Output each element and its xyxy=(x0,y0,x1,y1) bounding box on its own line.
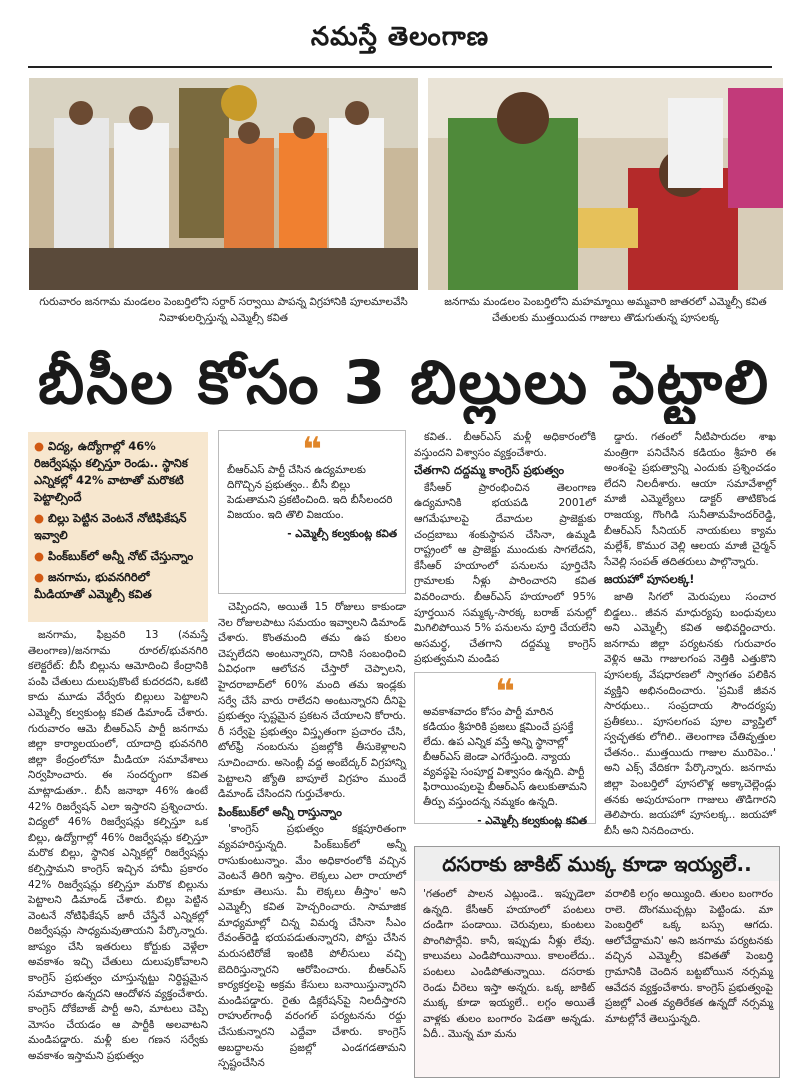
paragraph: జనగామ, ఫిబ్రవరి 13 (నమస్తే తెలంగాణ)/జనగామ రూరల్/భువనగిరి కలెక్టరేట్: బీసీ బిల్లును ఆమోదించి కేంద్రానికి పంపి చేతులు దులుపుకొంటే కుదరదని, ఒకటి కాదు మూడు వేర్వేరు బిల్లులు పెట్టాలని ఎమ్మెల్సీ కల్వకుంట్ల కవిత డిమాండ్ చేశారు. గురువారం ఆమె బీఆర్‌ఎస్ పార్టీ జనగామ జిల్లా కార్యాలయంలో, యాదాద్రి భువనగిరి జిల్లా కేంద్రంలోనూ మీడియా సమావేశాలు నిర్వహించారు. ఈ సందర్భంగా కవిత మాట్లాడుతూ.. బీసీ జనాభా 46% ఉంటే 42% రిజర్వేషన్ ఎలా ఇస్తారని ప్రశ్నించారు. విద్యలో 46% రిజర్వేషన్లు కల్పిస్తూ ఒక బిల్లు, ఉద్యోగాల్లో 46% రిజర్వేషన్లు కల్పిస్తూ మరొక బిల్లు, స్థానిక ఎన్నికల్లో రిజర్వేషన్లు కల్పిస్తామని కాంగ్రెస్ ఇచ్చిన హామీ ప్రకారం 42% రిజర్వేషన్లు కల్పిస్తూ మరొక బిల్లును పెట్టాలని డిమాండ్ చేశారు. బిల్లు పెట్టిన వెంటనే నోటిఫికేషన్ జారీ చేస్తేనే ఎన్నికల్లో రిజర్వేషన్లు సాధ్యమవుతాయని పేర్కొన్నారు. జాప్యం చేసి ఇతరులు కోర్టుకు వెళ్లేలా అవకాశం ఇచ్చి చేతులు దులుపుకోవాలని కాంగ్రెస్ ప్రభుత్వం చూస్తున్నట్టు నిర్ధిష్టమైన సమాచారం ఉన్నదని ఆందోళన వ్యక్తంచేశారు. కాంగ్రెస్ దోకేబాజ్ పార్టీ అని, మాటలు చెప్పి మోసం చేయడం ఆ పార్టీకి అలవాటని మండిపడ్డారు. మళ్లీ కుల గణన సర్వేకు అవకాశం ఇస్తామని ప్రభుత్వం xyxy=(28,629,208,1063)
photo-caption-right: జనగామ మండలం పెంబర్తిలోని మహమ్మాయి అమ్మవారి జాతరలో ఎమ్మెల్సీ కవిత చేతులకు ముత్తయిదువ గాజులు తొడుగుతున్న పూసలక్క xyxy=(444,296,767,324)
box-title: దసరాకు జాకిట్ ముక్క కూడా ఇయ్యలే.. xyxy=(415,847,779,881)
pull-quote xyxy=(414,672,596,827)
box-column-2: వరాలికి లగ్గం అయ్యింది. తులం బంగారం రాలె. దొంగముచ్చట్లు పెట్టిండు. మా పెంబర్తిలో ఒక్క బస్సు ఆగదు. ఆలోచేద్దామని' అని జనగామ పర్యటనకు వచ్చిన ఎమ్మెల్సీ కవితతో పెంబర్తి గ్రామానికి చెందిన బట్టబోయిన నర్సమ్మ ఆవేదన వ్యక్తంచేశారు. కాంగ్రెస్ ప్రభుత్వంపై ప్రజల్లో ఎంత వ్యతిరేకత ఉన్నదో నర్సమ్మ మాటల్లోనే తెలుస్తున్నది. xyxy=(605,888,773,1025)
pull-quote xyxy=(218,430,406,594)
newspaper-title: నమస్తే తెలంగాణ xyxy=(310,22,490,52)
paragraph: కవిత.. బీఆర్‌ఎస్ మళ్లీ అధికారంలోకి వస్తుందని విశ్వాసం వ్యక్తంచేశారు. xyxy=(414,431,596,459)
paragraph: 'కాంగ్రెస్ ప్రభుత్వం కక్షపూరితంగా వ్యవహరిస్తున్నది. పింక్‌బుక్‌లో అన్నీ రాసుకుంటున్నాం. మేం అధికారంలోకి వచ్చిన వెంటనే తిరిగి ఇస్తాం. లెక్కలు ఎలా రాయాలో మాకూ తెలుసు. మీ లెక్కలు తీస్తాం' అని ఎమ్మెల్సీ కవిత హెచ్చరించారు. సామాజిక మాధ్యమాల్లో చిన్న విమర్శ చేసినా సీఎం రేవంత్‌రెడ్డి భయపడుతున్నారని, పోస్టు చేసిన మరుసటిరోజే ఇంటికి పోలీసులు వచ్చి బెదిరిస్తున్నారని ఆరోపించారు. బీఆర్‌ఎస్ కార్యకర్తలపై అక్రమ కేసులు బనాయిస్తున్నారని మండిపడ్డారు. రైతు డిక్లరేషన్‌పై నిలదీస్తారని రాహుల్‌గాంధీ వరంగల్ పర్యటనను రద్దు చేసుకున్నారని ఎద్దేవా చేశారు. కాంగ్రెస్ అబద్ధాలను ప్రజల్లో ఎండగడతామని స్పష్టంచేసిన xyxy=(218,823,406,1070)
paragraph: చెప్పిందని, అయితే 15 రోజులు కాకుండా నెల రోజులపాటు సమయం ఇవ్వాలని డిమాండ్ చేశారు. కొంతమంది తమ ఉప కులం చెప్పలేదని అంటున్నారని, దానికి సంబంధించి ఏవిధంగా ఆలోచన చేస్తారో చెప్పాలని, హైదరాబాద్‌లో 60% మంది తమ ఇండ్లకు సర్వే చేసే వారు రాలేదని అంటున్నారని దీనిపై ప్రభుత్వం స్పష్టమైన ప్రకటన చేయాలని కోరారు. రీ సర్వేపై ప్రభుత్వం విస్తృతంగా ప్రచారం చేసి, టోల్‌ఫ్రీ నంబరును ప్రజల్లోకి తీసుకెళ్లాలని సూచించారు. అసెంబ్లీ వద్ద అంబేద్కర్ విగ్రహాన్ని పెట్టాలని జ్యోతి బాపూలే విగ్రహం ముందే డిమాండ్ చేసిందని గుర్తుచేశారు. xyxy=(218,601,406,801)
article-column-3 xyxy=(414,430,596,670)
highlight-item: ● విద్య, ఉద్యోగాల్లో 46% రిజర్వేషన్లు కల్పిస్తూ రెండు.. స్థానిక ఎన్నికల్లో 42% వాటాతో మరొకటి పెట్టాల్సిందే xyxy=(34,439,188,504)
quote-mark-icon: ❝ xyxy=(302,430,322,470)
quote-text: అవకాశవాదం కోసం పార్టీ మారిన కడియం శ్రీహరికి ప్రజలు క్షమించే ప్రసక్తే లేదు. ఉప ఎన్నిక వస్తే అన్ని స్థానాల్లో బీఆర్‌ఎస్ జెండా ఎగరేస్తుంది. న్యాయ వ్యవస్థపై సంపూర్ణ విశ్వాసం ఉన్నది. పార్టీ ఫిరాయింపులపై బీఆర్‌ఎస్ ఉలుకుతామని తీర్పు వస్తుందన్న నమ్మకం ఉన్నది. xyxy=(423,706,587,808)
bullet-icon: ● xyxy=(34,511,49,525)
bullet-icon: ● xyxy=(34,570,49,584)
divider xyxy=(28,66,772,68)
paragraph: కేసీఆర్ ప్రారంభించిన తెలంగాణ ఉద్యమానికి భయపడి 2001లో ఆగమేఘాలపై దేవాదుల ప్రాజెక్టుకు చంద్రబాబు శంకుస్థాపన చేసినా, ఉమ్మడి రాష్ట్రంలో ఆ ప్రాజెక్టు ముందుకు సాగలేదని, కేసీఆర్ హయాంలో పనులను పూర్తిచేసి గ్రామాలకు నీళ్లు పారించారని కవిత వివరించారు. బీఆర్‌ఎస్ హయాంలో 95% పూర్తయిన సమ్మక్క-సారక్క బరాజ్ పనుల్లో మిగిలిపోయిన 5% పనులను పూర్తి చేయలేని అసమర్థ, చేతగాని దద్దమ్మ కాంగ్రెస్ ప్రభుత్వమని మండిప xyxy=(414,481,596,666)
highlight-item: ● పింక్‌బుక్‌లో అన్నీ నోట్ చేస్తున్నాం xyxy=(34,549,194,563)
bullet-icon: ● xyxy=(34,549,49,563)
photo-bangles xyxy=(428,78,783,290)
subheading: చేతగాని దద్దమ్మ కాంగ్రెస్ ప్రభుత్వం xyxy=(414,463,565,478)
subheading: పింక్‌బుక్‌లో అన్నీ రాస్తున్నాం xyxy=(218,804,342,819)
article-column-4 xyxy=(604,430,776,841)
article-column-1 xyxy=(28,628,208,1067)
photo-illustration xyxy=(428,78,783,290)
headline: బీసీల కోసం 3 బిల్లులు పెట్టాలి xyxy=(37,348,771,418)
box-column-1: 'గతంలో పాలన ఎట్లుండె.. ఇప్పుడెలా ఉన్నది. కేసీఆర్ హయాంలో పంటలు దండిగా పండాయి. చెరువులు, కుంటలు పొంగిపొర్లేవి. కానీ, ఇప్పుడు నీళ్లు లేవు. కాలువలు ఎండిపోయినాయి. కాలంలేదు.. పంటలు ఎండిపోతున్నాయి. దసరాకు రెండు చీరెలు ఇస్తా అన్నరు. ఒక్క జాకిట్ ముక్క కూడా ఇయ్యలే.. లగ్గం అయితే వాళ్లకు తులం బంగారం పెడతా అన్నడు. ఏదీ.. మొన్న మా మను xyxy=(423,888,595,1041)
masthead xyxy=(0,0,800,72)
highlight-item: ● జనగామ, భువనగిరిలో మీడియాతో ఎమ్మెల్సీ కవిత xyxy=(34,570,152,601)
subheading: జయహో పూసలక్క! xyxy=(604,572,695,587)
highlight-item: ● బిల్లు పెట్టిన వెంటనే నోటిఫికేషన్ ఇవ్వాలి xyxy=(34,511,187,542)
bullet-icon: ● xyxy=(34,439,49,453)
photo-statue-tribute xyxy=(29,78,418,290)
photo-caption-left: గురువారం జనగామ మండలం పెంబర్తిలోని సర్దార్ సర్వాయి పాపన్న విగ్రహానికి పూలమాలవేసి నివాళులర్పిస్తున్న ఎమ్మెల్సీ కవిత xyxy=(39,296,408,324)
quote-source: - ఎమ్మెల్సీ కల్వకుంట్ల కవిత xyxy=(287,528,397,540)
photo-illustration xyxy=(29,78,418,290)
paragraph: డ్డారు. గతంలో నీటిపారుదల శాఖ మంత్రిగా పనిచేసిన కడియం శ్రీహరి ఈ అంశంపై ప్రభుత్వాన్ని ఎందుకు ప్రశ్నించడం లేదని నిలదీశారు. ఆయా సమావేశాల్లో మాజీ ఎమ్మెల్యేలు డాక్టర్ తాటికొండ రాజయ్య, గొంగిడి సునీతామహేందర్‌రెడ్డి, బీఆర్‌ఎస్ సీనియర్ నాయకులు క్యామ మల్లేశ్, కొముర వెల్లి ఆలయ మాజీ చైర్మన్ సేవెల్లి సంపత్ తదితరులు పాల్గొన్నారు. xyxy=(604,431,776,568)
article-column-2 xyxy=(218,600,406,1074)
quote-source: - ఎమ్మెల్సీ కల్వకుంట్ల కవిత xyxy=(477,815,587,827)
highlights-box xyxy=(28,432,208,622)
paragraph: జాతి సిగలో మెరుపులు సంచార బిడ్డలు.. జీవన మాధుర్యపు బంధువులు అని ఎమ్మెల్సీ కవిత అభివర్ణించారు. జనగామ జిల్లా పర్యటనకు గురువారం వెళ్లిన ఆమె గాజులగంప నెత్తికి ఎత్తుకొని పూసలక్క వేషధారణలో స్వాగతం పలికిన వ్యక్తిని అభినందించారు. 'ప్రమికే జీవన సారథులు.. సంప్రదాయ సౌందర్యపు ప్రతీకలు.. పూసలగంప పూల వ్యాప్తిలో స్వచ్ఛతకు లోగిలి.. తెలంగాణ చేతివృత్తుల చేతనం.. ముత్తయిదు గాజుల మురిపెం..' అని ఎక్స్ వేదికగా పేర్కొన్నారు. జనగామ జిల్లా పెంబర్తిలో పూసలొళ్ల అక్కాచెల్లెండ్లు తనకు అపురూపంగా గాజులు తొడిగారని తెలిపారు. జయహో పూసలక్క.. జయహో బీసీ అని నినదించారు. xyxy=(604,590,776,837)
quote-text: బీఆర్‌ఎస్ పార్టీ చేసిన ఉద్యమాలకు దిగొచ్చిన ప్రభుత్వం.. బీసీ బిల్లు పెడుతామని ప్రకటించింది. ఇది బీసీలందరి విజయం. ఇది తొలి విజయం. xyxy=(227,464,393,521)
quote-mark-icon: ❝ xyxy=(495,672,515,712)
sidebar-story-box xyxy=(414,846,780,1078)
